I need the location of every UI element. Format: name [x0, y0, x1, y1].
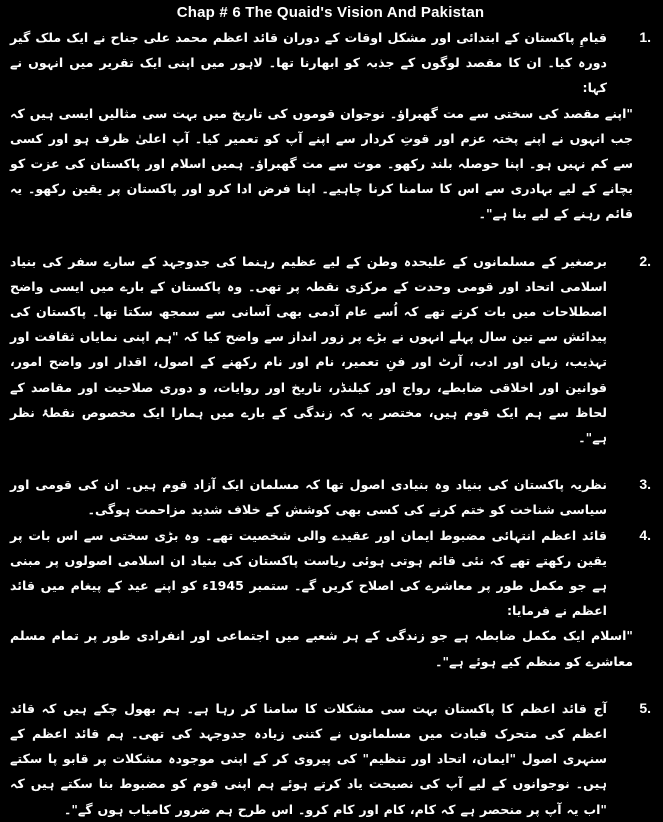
chapter-title: Chap # 6 The Quaid's Vision And Pakistan	[176, 4, 485, 21]
spacer	[10, 227, 651, 249]
paragraph-5	[10, 696, 651, 822]
paragraph-4-quote: "اسلام ایک مکمل ضابطہ ہے جو زندگی کے ہر شعبے میں اجتماعی اور انفرادی طور پر تمام مسلم معاشرے کو منظم کیے ہوئے ہے"۔	[10, 628, 633, 669]
paragraph-3-number: 3.	[639, 476, 651, 493]
paragraph-4-text: قائد اعظم انتہائی مضبوط ایمان اور عقیدے والی شخصیت تھے۔ وہ بڑی سختی سے اس بات پر یقین رکھتے تھے کہ نئی قائم ہوتی ہوئی ریاست پاکستان کی بنیاد ان اسلامی اصولوں پر مبنی ہے جو مکمل طور پر معاشرے کی اصلاح کریں گے۔ ستمبر 1945ء کو اپنے عید کے پیغام میں قائد اعظم نے فرمایا:	[10, 527, 607, 619]
paragraph-2-text: برصغیر کے مسلمانوں کے علیحدہ وطن کے لیے عظیم رہنما کی جدوجہد کے سارے سفر کی بنیاد اسلامی اتحاد اور قومی وحدت کے مرکزی نقطہ پر تھی۔ وہ پاکستان کے بارے میں ایسی واضح اصطلاحات میں بات کرتے تھے کہ اُسے عام آدمی بھی آسانی سے سمجھ سکتا تھا۔ پاکستان کی پیدائش سے تین سال پہلے انہوں نے بڑے پر زور انداز سے واضح کیا کہ "ہم اپنی نمایاں ثقافت اور تہذیب، زبان اور ادب، آرٹ اور فنِ تعمیر، نام اور نام رکھنے کے اصول، اقدار اور واضح امور، قوانین اور اخلاقی ضابطے، رواج اور کیلنڈر، تاریخ اور روایات، و دوری صلاحیت اور مقاصد کے لحاظ سے ہم ایک قوم ہیں، مختصر یہ کہ زندگی کے بارے میں ہمارا ایک مخصوص نقطۂ نظر ہے"۔	[10, 253, 607, 446]
paragraph-2	[10, 249, 651, 451]
paragraph-1	[10, 25, 651, 227]
paragraph-3-text: نظریہ پاکستان کی بنیاد وہ بنیادی اصول تھا کہ مسلمان ایک آزاد قوم ہیں۔ ان کی قومی اور سیاسی شناخت کو ختم کرنے کی کسی بھی کوشش کے خلاف شدید مزاحمت ہوگی۔	[10, 477, 607, 518]
paragraph-5-number: 5.	[639, 699, 651, 716]
paragraph-1-number: 1.	[639, 29, 651, 45]
spacer	[10, 674, 651, 696]
paragraph-1-intro: قیامِ پاکستان کے ابتدائی اور مشکل اوقات کے دوران قائد اعظم محمد علی جناح نے ایک ملک گیر دورہ کیا۔ ان کا مقصد لوگوں کے جذبہ کو ابھارنا تھا۔ لاہور میں اپنی ایک تقریر میں انہوں نے کہا:	[10, 30, 607, 96]
spacer	[10, 450, 651, 472]
paragraph-3	[10, 472, 651, 522]
paragraph-1-quote: "اپنے مقصد کی سختی سے مت گھبراؤ۔ نوجوان قوموں کی تاریخ میں بہت سی مثالیں ایسی ہیں کہ جب انہوں نے اپنے پختہ عزم اور قوتِ کردار سے اپنے آپ کو تعمیر کیا۔ آپ اعلیٰ ظرف ہو اور کسی سے کم نہیں ہو۔ اپنا حوصلہ بلند رکھو۔ موت سے مت گھبراؤ۔ ہمیں اسلام اور پاکستان کی عزت کو بچانے کے لیے بہادری سے اس کا سامنا کرنا چاہیے۔ اپنا فرض ادا کرو اور پاکستان پر یقین رکھو۔ یہ قائم رہنے کے لیے بنا ہے"۔	[10, 105, 633, 222]
paragraph-4	[10, 523, 651, 674]
paragraph-2-number: 2.	[639, 252, 651, 269]
paragraph-5-text: آج قائد اعظم کا پاکستان بہت سی مشکلات کا سامنا کر رہا ہے۔ ہم بھول چکے ہیں کہ قائد اعظم کی متحرک قیادت میں مسلمانوں نے کتنی زیادہ جدوجہد کی تھی۔ ہم قائد اعظم کے سنہری اصول "ایمان، اتحاد اور تنظیم" کی پیروی کر کے اپنی موجودہ مشکلات پر قابو پا سکتے ہیں۔ نوجوانوں کے لیے آپ کی نصیحت یاد کرتے ہوئے ہم اپنی قوم کو مضبوط بنا سکتے ہیں کہ "اب یہ آپ پر منحصر ہے کہ کام، کام اور کام کرو۔ اس طرح ہم ضرور کامیاب ہوں گے"۔	[10, 700, 607, 817]
paragraph-4-number: 4.	[639, 526, 651, 543]
